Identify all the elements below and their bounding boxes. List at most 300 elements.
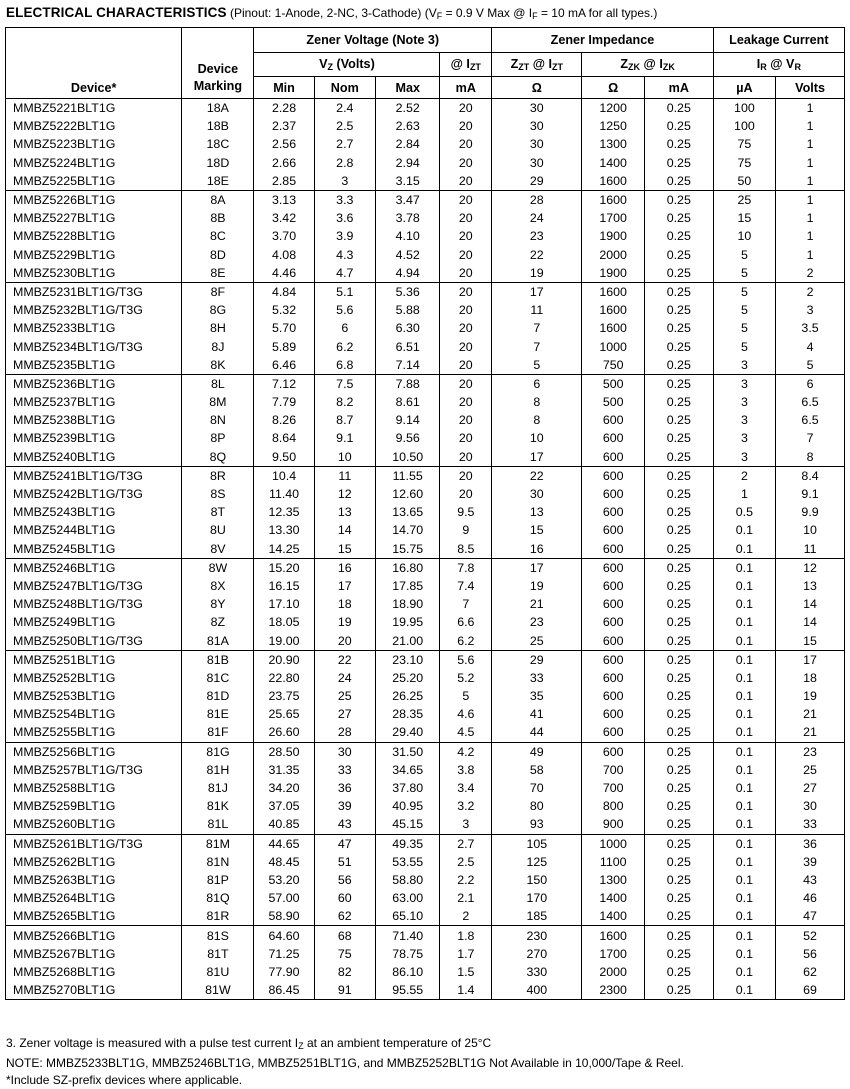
table-row — [6, 723, 845, 742]
cell-izt-ma: 5 — [440, 687, 492, 705]
cell-marking: 8J — [182, 337, 254, 355]
header-at-izt: @ $I_{ZT}$ — [440, 53, 492, 77]
cell-vz-min: 22.80 — [254, 669, 314, 687]
cell-zzk-ohm: 600 — [582, 742, 644, 761]
cell-marking: 81F — [182, 723, 254, 742]
cell-vr-volts: 47 — [776, 907, 845, 926]
cell-izk-ma: 0.25 — [644, 135, 713, 153]
cell-vz-max: 29.40 — [375, 723, 440, 742]
cell-zzt-ohm: 29 — [492, 650, 582, 669]
cell-zzk-ohm: 600 — [582, 429, 644, 447]
cell-vz-nom: 8.7 — [314, 411, 375, 429]
cell-device: MMBZ5221BLT1G — [6, 99, 182, 118]
table-row — [6, 319, 845, 337]
cell-zzt-ohm: 80 — [492, 797, 582, 815]
table-row — [6, 963, 845, 981]
cell-vz-max: 4.52 — [375, 246, 440, 264]
cell-vz-max: 8.61 — [375, 393, 440, 411]
cell-vz-min: 20.90 — [254, 650, 314, 669]
cell-izk-ma: 0.25 — [644, 337, 713, 355]
cell-zzk-ohm: 2000 — [582, 963, 644, 981]
table-row — [6, 209, 845, 227]
cell-device: MMBZ5228BLT1G — [6, 227, 182, 245]
cell-vz-nom: 91 — [314, 981, 375, 1000]
cell-zzk-ohm: 1400 — [582, 907, 644, 926]
cell-device: MMBZ5261BLT1G/T3G — [6, 834, 182, 853]
cell-device: MMBZ5236BLT1G — [6, 374, 182, 393]
cell-vz-min: 3.70 — [254, 227, 314, 245]
cell-zzt-ohm: 8 — [492, 393, 582, 411]
header-device: Device* — [6, 28, 182, 99]
cell-izk-ma: 0.25 — [644, 154, 713, 172]
cell-izt-ma: 20 — [440, 264, 492, 283]
cell-device: MMBZ5230BLT1G — [6, 264, 182, 283]
cell-vr-volts: 15 — [776, 631, 845, 650]
cell-vz-nom: 82 — [314, 963, 375, 981]
cell-ir-ua: 0.1 — [713, 613, 775, 631]
cell-marking: 8T — [182, 503, 254, 521]
cell-zzt-ohm: 23 — [492, 227, 582, 245]
cell-marking: 8W — [182, 558, 254, 577]
cell-izt-ma: 2.2 — [440, 871, 492, 889]
cell-device: MMBZ5227BLT1G — [6, 209, 182, 227]
cell-vz-max: 7.14 — [375, 356, 440, 375]
cell-marking: 18A — [182, 99, 254, 118]
cell-zzt-ohm: 185 — [492, 907, 582, 926]
cell-zzt-ohm: 5 — [492, 356, 582, 375]
cell-device: MMBZ5248BLT1G/T3G — [6, 595, 182, 613]
cell-vz-min: 2.85 — [254, 172, 314, 191]
cell-izt-ma: 9.5 — [440, 503, 492, 521]
cell-vr-volts: 27 — [776, 779, 845, 797]
cell-device: MMBZ5242BLT1G/T3G — [6, 485, 182, 503]
cell-vz-nom: 3 — [314, 172, 375, 191]
cell-izk-ma: 0.25 — [644, 485, 713, 503]
cell-izt-ma: 4.6 — [440, 705, 492, 723]
cell-ir-ua: 50 — [713, 172, 775, 191]
cell-vz-max: 3.47 — [375, 190, 440, 209]
cell-vz-max: 53.55 — [375, 853, 440, 871]
cell-vz-max: 2.84 — [375, 135, 440, 153]
cell-zzk-ohm: 1250 — [582, 117, 644, 135]
cell-izk-ma: 0.25 — [644, 963, 713, 981]
cell-vz-nom: 17 — [314, 577, 375, 595]
cell-ir-ua: 0.1 — [713, 834, 775, 853]
cell-zzk-ohm: 1300 — [582, 871, 644, 889]
cell-vz-max: 58.80 — [375, 871, 440, 889]
cell-marking: 8Z — [182, 613, 254, 631]
cell-izk-ma: 0.25 — [644, 907, 713, 926]
cell-vz-nom: 68 — [314, 926, 375, 945]
cell-ir-ua: 3 — [713, 393, 775, 411]
cell-izt-ma: 20 — [440, 411, 492, 429]
cell-zzt-ohm: 6 — [492, 374, 582, 393]
cell-device: MMBZ5231BLT1G/T3G — [6, 282, 182, 301]
cell-vz-nom: 6 — [314, 319, 375, 337]
cell-ir-ua: 0.1 — [713, 631, 775, 650]
cell-marking: 81Q — [182, 889, 254, 907]
cell-vz-min: 23.75 — [254, 687, 314, 705]
table-row — [6, 815, 845, 834]
cell-ir-ua: 3 — [713, 429, 775, 447]
cell-vz-nom: 5.6 — [314, 301, 375, 319]
cell-vz-min: 25.65 — [254, 705, 314, 723]
cell-zzk-ohm: 600 — [582, 650, 644, 669]
cell-izk-ma: 0.25 — [644, 871, 713, 889]
cell-marking: 8L — [182, 374, 254, 393]
cell-vz-nom: 12 — [314, 485, 375, 503]
cell-izt-ma: 20 — [440, 466, 492, 485]
cell-vz-nom: 3.6 — [314, 209, 375, 227]
cell-izt-ma: 7.4 — [440, 577, 492, 595]
cell-device: MMBZ5223BLT1G — [6, 135, 182, 153]
cell-vr-volts: 62 — [776, 963, 845, 981]
header-ma-izk: mA — [644, 77, 713, 99]
cell-izt-ma: 5.2 — [440, 669, 492, 687]
table-row — [6, 393, 845, 411]
cell-zzk-ohm: 2000 — [582, 246, 644, 264]
cell-vz-min: 7.79 — [254, 393, 314, 411]
cell-vz-min: 86.45 — [254, 981, 314, 1000]
cell-ir-ua: 0.1 — [713, 871, 775, 889]
cell-vz-min: 3.13 — [254, 190, 314, 209]
cell-izt-ma: 20 — [440, 393, 492, 411]
cell-device: MMBZ5265BLT1G — [6, 907, 182, 926]
cell-ir-ua: 0.1 — [713, 926, 775, 945]
cell-vz-nom: 62 — [314, 907, 375, 926]
cell-vz-nom: 8.2 — [314, 393, 375, 411]
cell-vz-max: 37.80 — [375, 779, 440, 797]
cell-ir-ua: 0.1 — [713, 723, 775, 742]
table-row — [6, 190, 845, 209]
cell-device: MMBZ5245BLT1G — [6, 540, 182, 559]
cell-izk-ma: 0.25 — [644, 723, 713, 742]
cell-izk-ma: 0.25 — [644, 393, 713, 411]
cell-marking: 8E — [182, 264, 254, 283]
cell-device: MMBZ5222BLT1G — [6, 117, 182, 135]
cell-marking: 8G — [182, 301, 254, 319]
electrical-characteristics-table — [5, 27, 845, 1000]
cell-izk-ma: 0.25 — [644, 540, 713, 559]
cell-ir-ua: 0.1 — [713, 650, 775, 669]
cell-vz-min: 26.60 — [254, 723, 314, 742]
cell-izt-ma: 20 — [440, 448, 492, 467]
cell-zzt-ohm: 230 — [492, 926, 582, 945]
cell-zzk-ohm: 1200 — [582, 99, 644, 118]
cell-zzt-ohm: 28 — [492, 190, 582, 209]
cell-vz-min: 77.90 — [254, 963, 314, 981]
cell-vz-min: 11.40 — [254, 485, 314, 503]
cell-izt-ma: 20 — [440, 154, 492, 172]
cell-izk-ma: 0.25 — [644, 595, 713, 613]
cell-zzk-ohm: 600 — [582, 485, 644, 503]
cell-marking: 81H — [182, 761, 254, 779]
header-ma-izt: mA — [440, 77, 492, 99]
cell-zzt-ohm: 49 — [492, 742, 582, 761]
cell-vz-min: 8.26 — [254, 411, 314, 429]
cell-vz-min: 2.28 — [254, 99, 314, 118]
cell-device: MMBZ5226BLT1G — [6, 190, 182, 209]
cell-vz-max: 2.63 — [375, 117, 440, 135]
cell-izk-ma: 0.25 — [644, 117, 713, 135]
cell-zzt-ohm: 105 — [492, 834, 582, 853]
cell-izt-ma: 20 — [440, 337, 492, 355]
cell-izk-ma: 0.25 — [644, 356, 713, 375]
cell-vz-nom: 10 — [314, 448, 375, 467]
cell-zzt-ohm: 330 — [492, 963, 582, 981]
cell-vz-nom: 20 — [314, 631, 375, 650]
cell-marking: 81E — [182, 705, 254, 723]
cell-ir-ua: 3 — [713, 448, 775, 467]
cell-vz-nom: 9.1 — [314, 429, 375, 447]
cell-izt-ma: 20 — [440, 374, 492, 393]
cell-vz-max: 4.94 — [375, 264, 440, 283]
cell-device: MMBZ5252BLT1G — [6, 669, 182, 687]
cell-zzt-ohm: 15 — [492, 521, 582, 539]
cell-izk-ma: 0.25 — [644, 853, 713, 871]
cell-vz-min: 5.32 — [254, 301, 314, 319]
cell-vr-volts: 21 — [776, 705, 845, 723]
cell-device: MMBZ5249BLT1G — [6, 613, 182, 631]
table-row — [6, 945, 845, 963]
cell-vz-nom: 2.8 — [314, 154, 375, 172]
cell-zzk-ohm: 600 — [582, 577, 644, 595]
cell-zzk-ohm: 600 — [582, 448, 644, 467]
cell-vz-max: 18.90 — [375, 595, 440, 613]
cell-vz-min: 4.46 — [254, 264, 314, 283]
cell-izk-ma: 0.25 — [644, 429, 713, 447]
cell-vr-volts: 1 — [776, 172, 845, 191]
table-row — [6, 669, 845, 687]
cell-vr-volts: 56 — [776, 945, 845, 963]
cell-zzk-ohm: 600 — [582, 595, 644, 613]
cell-marking: 8M — [182, 393, 254, 411]
cell-izt-ma: 8.5 — [440, 540, 492, 559]
cell-izt-ma: 3.4 — [440, 779, 492, 797]
cell-izt-ma: 20 — [440, 172, 492, 191]
title-vf-note: ($V_F = 0.9$ V Max @ $I_F = 10$ mA for all types.) — [424, 6, 658, 21]
cell-zzt-ohm: 93 — [492, 815, 582, 834]
cell-device: MMBZ5246BLT1G — [6, 558, 182, 577]
cell-device: MMBZ5264BLT1G — [6, 889, 182, 907]
cell-izt-ma: 20 — [440, 99, 492, 118]
cell-zzk-ohm: 600 — [582, 411, 644, 429]
cell-vr-volts: 2 — [776, 282, 845, 301]
cell-izt-ma: 20 — [440, 190, 492, 209]
cell-vz-min: 3.42 — [254, 209, 314, 227]
cell-izk-ma: 0.25 — [644, 945, 713, 963]
cell-vr-volts: 1 — [776, 99, 845, 118]
cell-zzk-ohm: 600 — [582, 558, 644, 577]
cell-vz-max: 31.50 — [375, 742, 440, 761]
table-row — [6, 577, 845, 595]
cell-vz-nom: 2.4 — [314, 99, 375, 118]
header-nom: Nom — [314, 77, 375, 99]
table-row — [6, 374, 845, 393]
cell-zzk-ohm: 700 — [582, 779, 644, 797]
cell-izk-ma: 0.25 — [644, 190, 713, 209]
cell-vz-max: 15.75 — [375, 540, 440, 559]
cell-zzt-ohm: 21 — [492, 595, 582, 613]
cell-marking: 18D — [182, 154, 254, 172]
cell-vz-nom: 19 — [314, 613, 375, 631]
cell-vz-min: 13.30 — [254, 521, 314, 539]
cell-zzt-ohm: 7 — [492, 337, 582, 355]
cell-zzk-ohm: 1100 — [582, 853, 644, 871]
cell-marking: 8N — [182, 411, 254, 429]
cell-ir-ua: 0.1 — [713, 779, 775, 797]
cell-device: MMBZ5268BLT1G — [6, 963, 182, 981]
cell-vz-max: 5.36 — [375, 282, 440, 301]
cell-zzt-ohm: 30 — [492, 485, 582, 503]
cell-izt-ma: 20 — [440, 429, 492, 447]
cell-izk-ma: 0.25 — [644, 172, 713, 191]
cell-vr-volts: 10 — [776, 521, 845, 539]
cell-izt-ma: 3.8 — [440, 761, 492, 779]
table-row — [6, 907, 845, 926]
cell-device: MMBZ5259BLT1G — [6, 797, 182, 815]
cell-zzk-ohm: 1700 — [582, 945, 644, 963]
cell-vr-volts: 39 — [776, 853, 845, 871]
cell-vz-nom: 2.7 — [314, 135, 375, 153]
cell-vz-max: 12.60 — [375, 485, 440, 503]
table-row — [6, 356, 845, 375]
cell-zzt-ohm: 30 — [492, 154, 582, 172]
cell-vz-nom: 33 — [314, 761, 375, 779]
cell-vr-volts: 7 — [776, 429, 845, 447]
cell-izk-ma: 0.25 — [644, 577, 713, 595]
cell-izt-ma: 2.7 — [440, 834, 492, 853]
cell-marking: 8U — [182, 521, 254, 539]
cell-marking: 81S — [182, 926, 254, 945]
cell-vz-nom: 22 — [314, 650, 375, 669]
cell-izt-ma: 20 — [440, 209, 492, 227]
cell-marking: 18C — [182, 135, 254, 153]
cell-vz-min: 2.37 — [254, 117, 314, 135]
cell-vr-volts: 17 — [776, 650, 845, 669]
cell-vz-min: 17.10 — [254, 595, 314, 613]
table-row — [6, 981, 845, 1000]
cell-device: MMBZ5270BLT1G — [6, 981, 182, 1000]
cell-ir-ua: 5 — [713, 337, 775, 355]
cell-zzk-ohm: 1400 — [582, 889, 644, 907]
cell-vz-max: 95.55 — [375, 981, 440, 1000]
cell-izt-ma: 20 — [440, 246, 492, 264]
cell-device: MMBZ5241BLT1G/T3G — [6, 466, 182, 485]
cell-zzk-ohm: 1600 — [582, 190, 644, 209]
header-min: Min — [254, 77, 314, 99]
cell-vz-max: 63.00 — [375, 889, 440, 907]
cell-vz-max: 17.85 — [375, 577, 440, 595]
cell-zzt-ohm: 41 — [492, 705, 582, 723]
cell-vz-min: 15.20 — [254, 558, 314, 577]
cell-ir-ua: 2 — [713, 466, 775, 485]
cell-izk-ma: 0.25 — [644, 558, 713, 577]
cell-vz-nom: 56 — [314, 871, 375, 889]
cell-marking: 81R — [182, 907, 254, 926]
cell-vr-volts: 8.4 — [776, 466, 845, 485]
cell-vz-min: 12.35 — [254, 503, 314, 521]
cell-marking: 8K — [182, 356, 254, 375]
cell-vz-min: 53.20 — [254, 871, 314, 889]
table-row — [6, 705, 845, 723]
cell-izk-ma: 0.25 — [644, 834, 713, 853]
cell-vr-volts: 14 — [776, 595, 845, 613]
cell-vz-min: 18.05 — [254, 613, 314, 631]
table-row — [6, 337, 845, 355]
cell-marking: 81P — [182, 871, 254, 889]
cell-marking: 8B — [182, 209, 254, 227]
cell-ir-ua: 75 — [713, 135, 775, 153]
cell-izk-ma: 0.25 — [644, 981, 713, 1000]
cell-ir-ua: 0.1 — [713, 540, 775, 559]
cell-vr-volts: 12 — [776, 558, 845, 577]
cell-vz-min: 7.12 — [254, 374, 314, 393]
cell-device: MMBZ5260BLT1G — [6, 815, 182, 834]
cell-izk-ma: 0.25 — [644, 319, 713, 337]
header-zener-impedance: Zener Impedance — [492, 28, 714, 53]
cell-vr-volts: 6 — [776, 374, 845, 393]
header-ua: µA — [713, 77, 775, 99]
cell-vz-nom: 75 — [314, 945, 375, 963]
cell-vz-max: 16.80 — [375, 558, 440, 577]
cell-vz-max: 6.30 — [375, 319, 440, 337]
cell-izk-ma: 0.25 — [644, 631, 713, 650]
cell-zzk-ohm: 1700 — [582, 209, 644, 227]
cell-zzt-ohm: 23 — [492, 613, 582, 631]
cell-zzk-ohm: 600 — [582, 669, 644, 687]
cell-vz-max: 65.10 — [375, 907, 440, 926]
cell-ir-ua: 0.1 — [713, 521, 775, 539]
cell-zzt-ohm: 150 — [492, 871, 582, 889]
cell-zzk-ohm: 500 — [582, 393, 644, 411]
cell-ir-ua: 0.1 — [713, 558, 775, 577]
cell-marking: 81T — [182, 945, 254, 963]
cell-vr-volts: 21 — [776, 723, 845, 742]
cell-ir-ua: 0.1 — [713, 687, 775, 705]
cell-marking: 81K — [182, 797, 254, 815]
cell-izk-ma: 0.25 — [644, 815, 713, 834]
cell-izt-ma: 20 — [440, 356, 492, 375]
cell-vz-nom: 3.9 — [314, 227, 375, 245]
cell-vz-nom: 30 — [314, 742, 375, 761]
cell-vz-min: 48.45 — [254, 853, 314, 871]
cell-vr-volts: 1 — [776, 227, 845, 245]
cell-zzt-ohm: 19 — [492, 577, 582, 595]
cell-izk-ma: 0.25 — [644, 411, 713, 429]
cell-vz-nom: 2.5 — [314, 117, 375, 135]
cell-vr-volts: 46 — [776, 889, 845, 907]
cell-vz-min: 44.65 — [254, 834, 314, 853]
cell-izk-ma: 0.25 — [644, 246, 713, 264]
cell-vz-max: 45.15 — [375, 815, 440, 834]
cell-vr-volts: 3 — [776, 301, 845, 319]
cell-zzk-ohm: 600 — [582, 705, 644, 723]
cell-vz-nom: 51 — [314, 853, 375, 871]
cell-device: MMBZ5237BLT1G — [6, 393, 182, 411]
header-zener-voltage: Zener Voltage (Note 3) — [254, 28, 492, 53]
cell-vz-min: 16.15 — [254, 577, 314, 595]
cell-vz-max: 86.10 — [375, 963, 440, 981]
cell-vr-volts: 52 — [776, 926, 845, 945]
cell-vr-volts: 18 — [776, 669, 845, 687]
cell-vz-nom: 14 — [314, 521, 375, 539]
cell-zzt-ohm: 270 — [492, 945, 582, 963]
cell-zzt-ohm: 19 — [492, 264, 582, 283]
table-row — [6, 135, 845, 153]
cell-izt-ma: 7 — [440, 595, 492, 613]
cell-vz-max: 78.75 — [375, 945, 440, 963]
